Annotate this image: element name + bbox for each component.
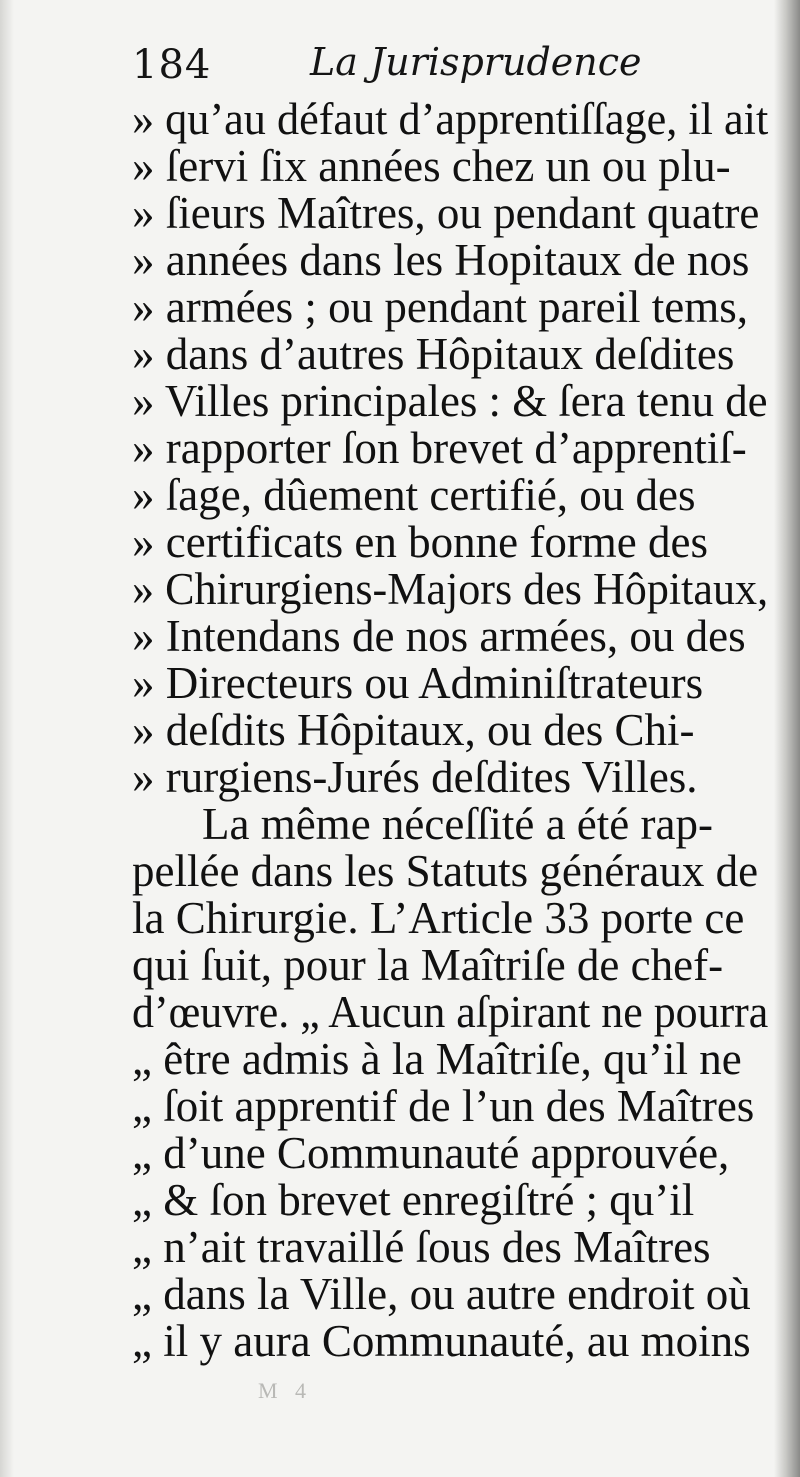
text-line: „ & ſon brevet enregiſtré ; qu’il [132,1175,695,1225]
page-header [132,38,732,94]
page-number: 184 [132,42,212,88]
paragraph-start-line: La même néceſſité a été rap- [202,799,713,849]
text-line: » Directeurs ou Adminiſtrateurs [132,658,704,708]
binding-gutter-shadow [774,0,800,1477]
text-line: „ être admis à la Maîtriſe, qu’il ne [132,1034,742,1084]
text-line: » dans d’autres Hôpitaux deſdites [132,329,735,379]
text-line: „ dans la Ville, ou autre endroit où [132,1269,751,1319]
text-line: » armées ; ou pendant pareil tems, [132,282,749,332]
text-line: „ ſoit apprentif de l’un des Maîtres [132,1081,755,1131]
page-left-edge-shadow [0,0,14,1477]
text-line: » rapporter ſon brevet d’apprentiſ- [132,423,747,473]
text-line: » Intendans de nos armées, ou des [132,611,746,661]
text-line: qui ſuit, pour la Maîtriſe de chef- [132,940,724,990]
text-line: » ſage, dûement certifié, ou des [132,470,696,520]
text-line: » certificats en bonne forme des [132,517,709,567]
text-line: „ n’ait travaillé ſous des Maîtres [132,1222,711,1272]
text-line: » ſieurs Maîtres, ou pendant quatre [132,188,760,238]
text-line: pellée dans les Statuts généraux de [132,846,759,896]
text-line: » ſervi ſix années chez un ou plu- [132,141,731,191]
text-line: » deſdits Hôpitaux, ou des Chi- [132,705,695,755]
text-line: » rurgiens-Jurés deſdites Villes. [132,752,698,802]
text-line: » qu’au défaut d’apprentiſſage, il ait [132,94,769,144]
text-line: d’œuvre. „ Aucun aſpirant ne pourra [132,987,769,1037]
text-line: » Villes principales : & ſera tenu de [132,376,768,426]
text-line: » années dans les Hopitaux de nos [132,235,750,285]
text-line: „ d’une Communauté approuvée, [132,1128,730,1178]
signature-mark: M 4 [258,1378,313,1403]
text-line: „ il y aura Communauté, au moins [132,1316,751,1366]
text-line: la Chirurgie. L’Article 33 porte ce [132,893,745,943]
running-title: La Jurisprudence [310,40,642,84]
text-line: » Chirurgiens-Majors des Hôpitaux, [132,564,769,614]
